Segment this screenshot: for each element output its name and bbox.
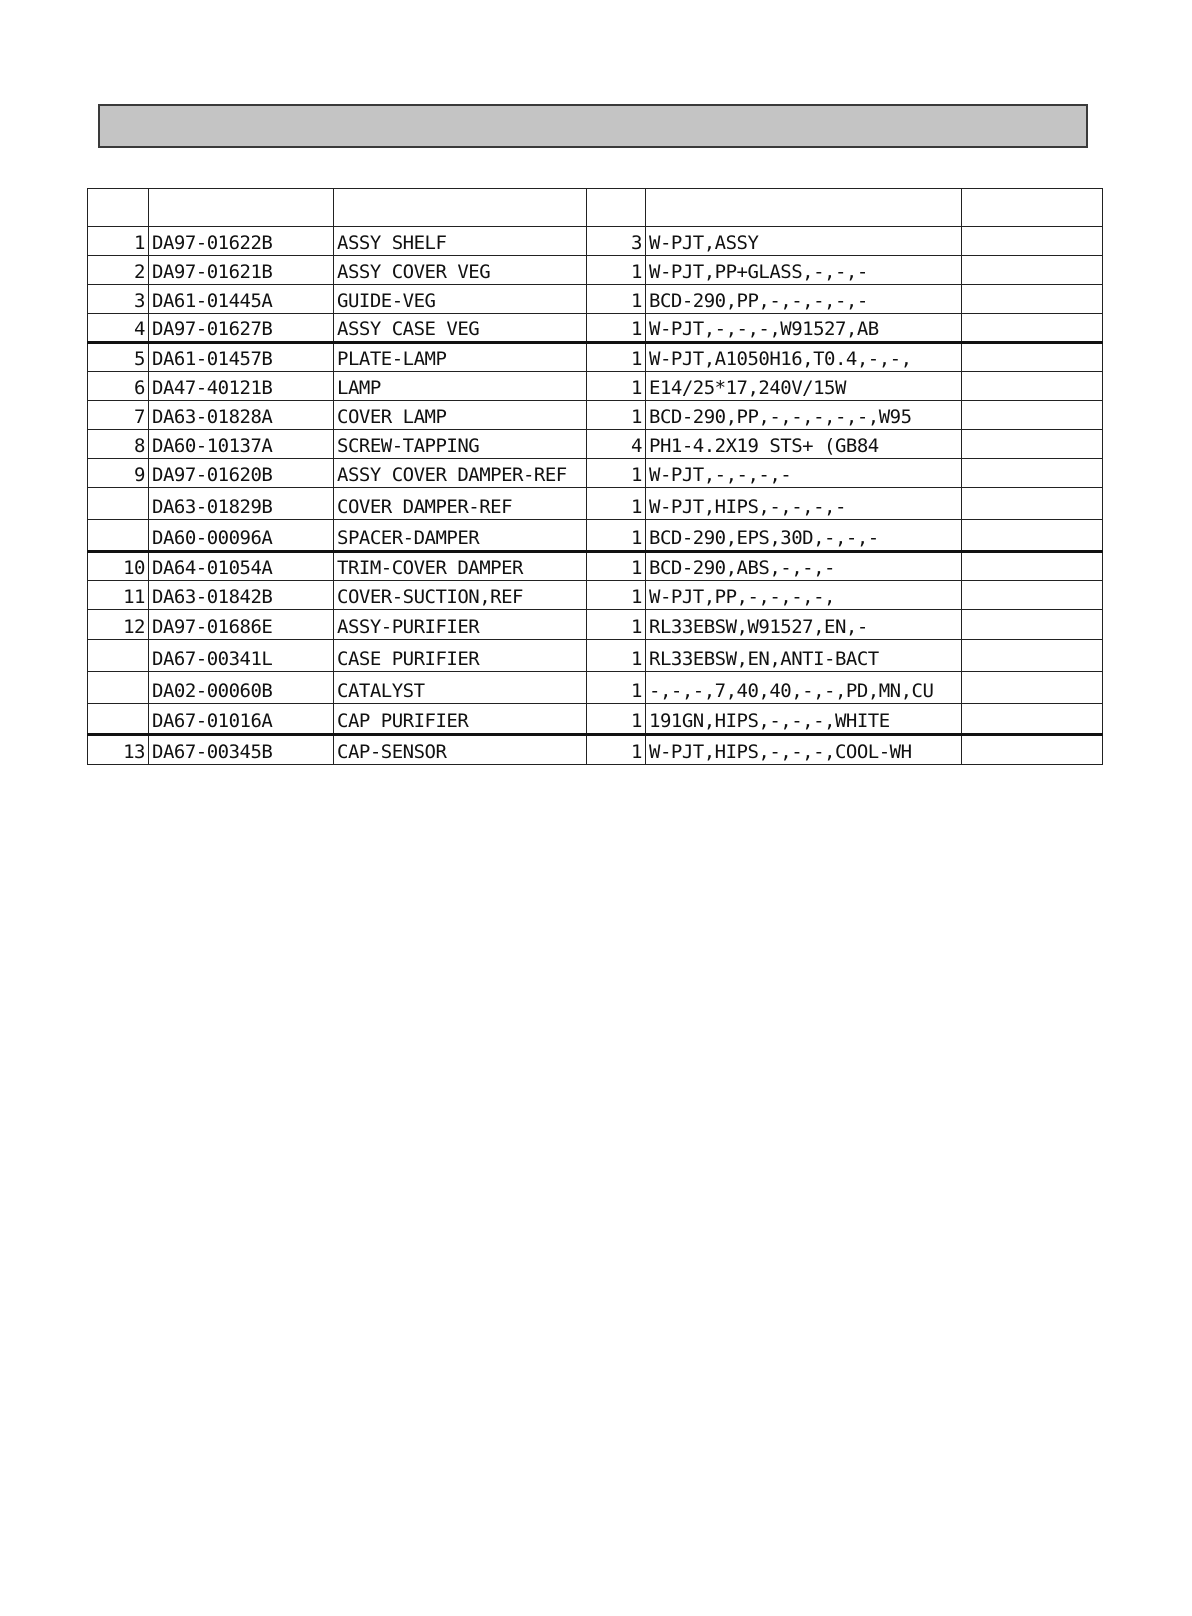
row-number-cell: 3	[88, 285, 149, 314]
remark-cell	[962, 372, 1103, 401]
specification-cell: W-PJT,ASSY	[646, 227, 962, 256]
table-row	[88, 488, 1103, 520]
table-row	[88, 520, 1103, 552]
table-row	[88, 640, 1103, 672]
remark-cell	[962, 704, 1103, 735]
quantity-cell: 1	[587, 552, 646, 581]
part-code-cell: DA47-40121B	[149, 372, 334, 401]
quantity-cell: 1	[587, 581, 646, 610]
quantity-cell: 1	[587, 704, 646, 735]
row-number-cell: 2	[88, 256, 149, 285]
specification-cell: W-PJT,-,-,-,-	[646, 459, 962, 488]
remark-cell	[962, 459, 1103, 488]
row-number-cell	[88, 488, 149, 520]
quantity-cell: 1	[587, 285, 646, 314]
quantity-cell: 1	[587, 314, 646, 343]
part-description-cell: PLATE-LAMP	[334, 343, 587, 372]
table-row	[88, 314, 1103, 343]
specification-cell: BCD-290,EPS,30D,-,-,-	[646, 520, 962, 552]
quantity-cell: 3	[587, 227, 646, 256]
part-code-cell: DA97-01686E	[149, 610, 334, 640]
remark-cell	[962, 735, 1103, 765]
specification-cell: -,-,-,7,40,40,-,-,PD,MN,CU	[646, 672, 962, 704]
row-number-cell: 6	[88, 372, 149, 401]
specification-cell: W-PJT,HIPS,-,-,-,-	[646, 488, 962, 520]
specification-cell: PH1-4.2X19 STS+ (GB84	[646, 430, 962, 459]
remark-cell	[962, 672, 1103, 704]
specification-cell: 191GN,HIPS,-,-,-,WHITE	[646, 704, 962, 735]
row-number-cell: 10	[88, 552, 149, 581]
quantity-cell: 1	[587, 640, 646, 672]
row-number-cell: 7	[88, 401, 149, 430]
remark-cell	[962, 401, 1103, 430]
part-description-cell: SPACER-DAMPER	[334, 520, 587, 552]
specification-cell: BCD-290,PP,-,-,-,-,-	[646, 285, 962, 314]
table-row	[88, 401, 1103, 430]
part-code-cell: DA97-01627B	[149, 314, 334, 343]
part-description-cell: CAP PURIFIER	[334, 704, 587, 735]
row-number-cell: 9	[88, 459, 149, 488]
part-code-cell: DA67-00345B	[149, 735, 334, 765]
part-code-cell: DA97-01621B	[149, 256, 334, 285]
remark-cell	[962, 314, 1103, 343]
part-description-cell: CAP-SENSOR	[334, 735, 587, 765]
row-number-cell: 5	[88, 343, 149, 372]
quantity-cell: 1	[587, 488, 646, 520]
row-number-cell	[88, 640, 149, 672]
remark-cell	[962, 285, 1103, 314]
remark-cell	[962, 552, 1103, 581]
specification-cell: W-PJT,PP,-,-,-,-,	[646, 581, 962, 610]
table-row	[88, 227, 1103, 256]
quantity-cell: 1	[587, 256, 646, 285]
part-code-cell: DA63-01828A	[149, 401, 334, 430]
table-row	[88, 610, 1103, 640]
part-description-cell: LAMP	[334, 372, 587, 401]
part-code-cell: DA64-01054A	[149, 552, 334, 581]
remark-cell	[962, 488, 1103, 520]
quantity-cell: 1	[587, 610, 646, 640]
part-code-cell: DA61-01445A	[149, 285, 334, 314]
quantity-cell: 1	[587, 459, 646, 488]
part-description-cell: ASSY SHELF	[334, 227, 587, 256]
part-code-cell: DA60-10137A	[149, 430, 334, 459]
remark-cell	[962, 581, 1103, 610]
specification-cell: RL33EBSW,EN,ANTI-BACT	[646, 640, 962, 672]
row-number-cell: 13	[88, 735, 149, 765]
title-banner	[98, 104, 1088, 148]
specification-cell: BCD-290,ABS,-,-,-	[646, 552, 962, 581]
specification-cell: E14/25*17,240V/15W	[646, 372, 962, 401]
part-description-cell: COVER-SUCTION,REF	[334, 581, 587, 610]
table-row	[88, 672, 1103, 704]
part-description-cell: ASSY COVER DAMPER-REF	[334, 459, 587, 488]
quantity-cell: 1	[587, 735, 646, 765]
header-cell-description	[334, 189, 587, 227]
part-code-cell: DA60-00096A	[149, 520, 334, 552]
specification-cell: BCD-290,PP,-,-,-,-,-,W95	[646, 401, 962, 430]
table-row	[88, 372, 1103, 401]
specification-cell: RL33EBSW,W91527,EN,-	[646, 610, 962, 640]
remark-cell	[962, 640, 1103, 672]
remark-cell	[962, 343, 1103, 372]
part-description-cell: ASSY CASE VEG	[334, 314, 587, 343]
remark-cell	[962, 610, 1103, 640]
part-description-cell: CASE PURIFIER	[334, 640, 587, 672]
header-cell-no	[88, 189, 149, 227]
row-number-cell	[88, 520, 149, 552]
table-row	[88, 704, 1103, 735]
parts-table	[87, 188, 1103, 765]
quantity-cell: 1	[587, 520, 646, 552]
part-description-cell: CATALYST	[334, 672, 587, 704]
quantity-cell: 1	[587, 343, 646, 372]
row-number-cell: 12	[88, 610, 149, 640]
table-row	[88, 552, 1103, 581]
part-code-cell: DA61-01457B	[149, 343, 334, 372]
remark-cell	[962, 520, 1103, 552]
table-row	[88, 343, 1103, 372]
remark-cell	[962, 227, 1103, 256]
part-code-cell: DA67-01016A	[149, 704, 334, 735]
part-description-cell: COVER DAMPER-REF	[334, 488, 587, 520]
header-cell-remark	[962, 189, 1103, 227]
table-row	[88, 581, 1103, 610]
part-description-cell: ASSY COVER VEG	[334, 256, 587, 285]
row-number-cell	[88, 704, 149, 735]
part-code-cell: DA63-01829B	[149, 488, 334, 520]
specification-cell: W-PJT,-,-,-,W91527,AB	[646, 314, 962, 343]
part-description-cell: GUIDE-VEG	[334, 285, 587, 314]
quantity-cell: 1	[587, 372, 646, 401]
header-cell-spec	[646, 189, 962, 227]
table-row	[88, 735, 1103, 765]
specification-cell: W-PJT,PP+GLASS,-,-,-	[646, 256, 962, 285]
table-row	[88, 256, 1103, 285]
part-description-cell: ASSY-PURIFIER	[334, 610, 587, 640]
remark-cell	[962, 256, 1103, 285]
part-code-cell: DA02-00060B	[149, 672, 334, 704]
specification-cell: W-PJT,HIPS,-,-,-,COOL-WH	[646, 735, 962, 765]
row-number-cell: 11	[88, 581, 149, 610]
part-code-cell: DA63-01842B	[149, 581, 334, 610]
header-cell-code	[149, 189, 334, 227]
table-row	[88, 459, 1103, 488]
table-row	[88, 430, 1103, 459]
remark-cell	[962, 430, 1103, 459]
row-number-cell: 8	[88, 430, 149, 459]
quantity-cell: 4	[587, 430, 646, 459]
row-number-cell	[88, 672, 149, 704]
part-code-cell: DA97-01622B	[149, 227, 334, 256]
part-code-cell: DA67-00341L	[149, 640, 334, 672]
part-description-cell: COVER LAMP	[334, 401, 587, 430]
part-code-cell: DA97-01620B	[149, 459, 334, 488]
specification-cell: W-PJT,A1050H16,T0.4,-,-,	[646, 343, 962, 372]
row-number-cell: 1	[88, 227, 149, 256]
table-row	[88, 285, 1103, 314]
table-header-row	[88, 189, 1103, 227]
row-number-cell: 4	[88, 314, 149, 343]
quantity-cell: 1	[587, 672, 646, 704]
quantity-cell: 1	[587, 401, 646, 430]
part-description-cell: TRIM-COVER DAMPER	[334, 552, 587, 581]
part-description-cell: SCREW-TAPPING	[334, 430, 587, 459]
header-cell-qty	[587, 189, 646, 227]
